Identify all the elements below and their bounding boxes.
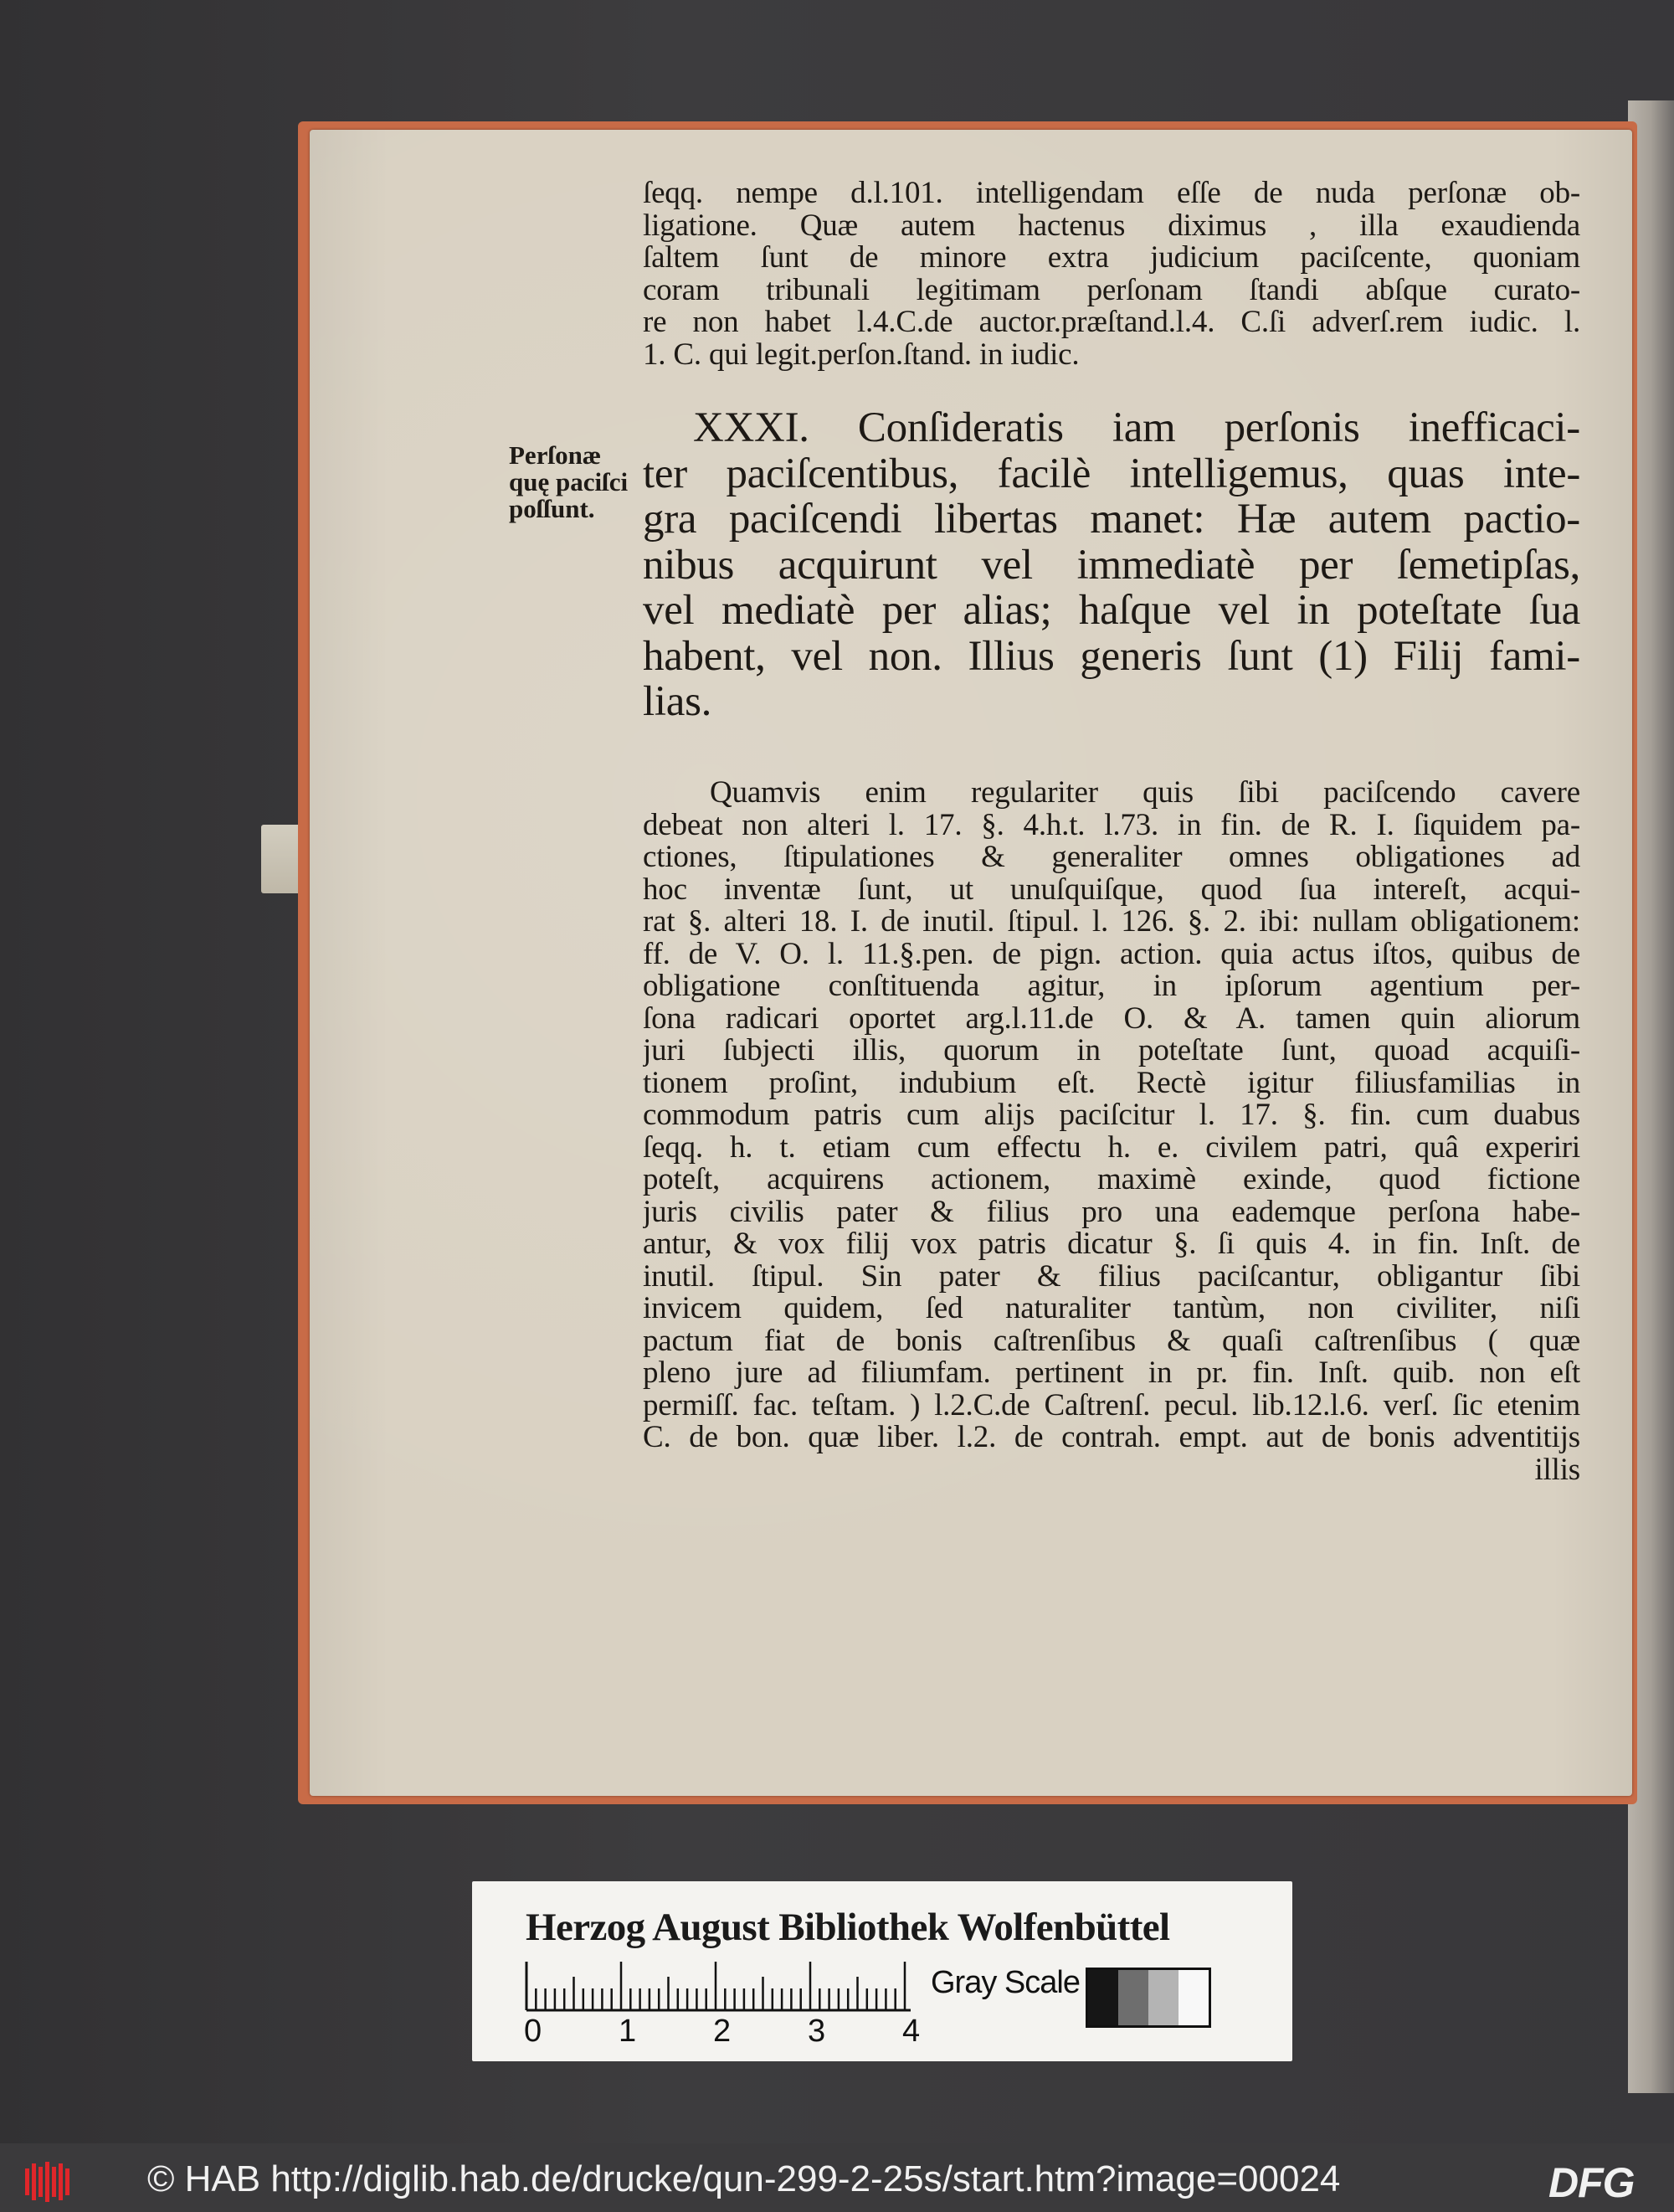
ruler-digit: 2 [713,2014,732,2049]
text-line: poteſt, acquirens actionem, maximè exinde, quod fictione [643,1164,1580,1196]
text-line: rat §. alteri 18. I. de inutil. ſtipul. l. 126. §. 2. ibi: nullam obligationem: [643,906,1580,939]
margin-note-line: Perſonæ [509,440,602,470]
text-line: pleno jure ad filiumfam. pertinent in pr. fin. Inſt. quib. non eſt [643,1357,1580,1390]
centimeter-ruler [524,1958,926,2052]
text-line: juri ſubjecti illis, quorum in poteſtate ſunt, quoad acquiſi- [643,1035,1580,1067]
text-line: ſona radicari oportet arg.l.11.de O. & A. tamen quin aliorum [643,1002,1580,1035]
text-line: ff. de V. O. l. 11.§.pen. de pign. action. quia actus iſtos, quibus de [643,938,1580,970]
paragraph-quamvis [643,777,1580,1486]
text-line: ſaltem ſunt de minore extra judicium paciſcente, quoniam [643,242,1580,275]
gray-swatch [1088,1970,1118,2025]
text-line: ligatione. Quæ autem hactenus diximus , illa exaudienda [643,209,1580,242]
ruler-digit: 3 [808,2014,826,2049]
text-line: re non habet l.4.C.de auctor.præſtand.l.4. C.ſi adverſ.rem iudic. l. [643,306,1580,339]
text-line: ter paciſcentibus, facilè intelligemus, quas inte- [643,450,1580,496]
text-line: habent, vel non. Illius generis ſunt (1) Filij fami- [643,633,1580,679]
paragraph-continuation [643,177,1580,371]
library-name: Herzog August Bibliothek Wolfenbüttel [526,1906,1170,1949]
hab-bars-logo [25,2162,75,2202]
text-line: ſeqq. h. t. etiam cum effectu h. e. civilem patri, quâ experiri [643,1131,1580,1164]
catchword: illis [1534,1453,1580,1486]
text-line: 1. C. qui legit.perſon.ſtand. in iudic. [643,338,1080,371]
ruler-digit: 0 [524,2014,542,2049]
library-color-card [472,1881,1292,2061]
text-line: invicem quidem, ſed naturaliter tantùm, non civiliter, niſi [643,1293,1580,1325]
margin-note-line: poſſunt. [509,494,595,523]
text-line: coram tribunali legitimam perſonam ſtandi abſque curato- [643,274,1580,306]
ruler-digit: 4 [902,2014,921,2049]
text-line: C. de bon. quæ liber. l.2. de contrah. empt. aut de bonis adventitijs [643,1422,1580,1454]
margin-note [509,442,643,522]
ruler-ticks [524,1958,926,2017]
ruler-digits [524,2014,926,2052]
text-line: inutil. ſtipul. Sin pater & filius paciſcantur, obligantur ſibi [643,1260,1580,1293]
text-line: commodum patris cum alijs paciſcitur l. 17. §. fin. cum duabus [643,1099,1580,1132]
gray-swatch [1178,1970,1209,2025]
text-line: tionem proſint, indubium eſt. Rectè igitur filiusfamilias in [643,1067,1580,1099]
text-line: permiſſ. fac. teſtam. ) l.2.C.de Caſtrenſ. pecul. lib.12.l.6. verſ. ſic etenim [643,1389,1580,1422]
gray-scale-label: Gray Scale [931,1965,1080,2000]
text-line: nibus acquirunt vel immediatè per ſemetipſas, [643,542,1580,588]
text-line: hoc inventæ ſunt, ut unuſquiſque, quod ſua intereſt, acqui- [643,873,1580,906]
dfg-logo: DFG [1548,2159,1635,2206]
section-xxxi [643,405,1580,725]
text-line: antur, & vox filij vox patris dicatur §. ſi quis 4. in fin. Inſt. de [643,1228,1580,1261]
text-line: pactum fiat de bonis caſtrenſibus & quaſi caſtrenſibus ( quæ [643,1325,1580,1357]
gray-swatch [1148,1970,1178,2025]
gray-swatch [1118,1970,1148,2025]
margin-note-line: quę paciſci [509,467,629,496]
ruler-digit: 1 [619,2014,637,2049]
text-line: XXXI. Conſideratis iam perſonis inefficaci- [693,405,1580,451]
text-line: Quamvis enim regulariter quis ſibi paciſcendo cavere [710,777,1580,810]
footer-bar [0,2143,1674,2212]
gray-scale-swatches [1086,1968,1211,2028]
text-line: obligatione conſtituenda agitur, in ipſorum agentium per- [643,970,1580,1003]
text-line: ſeqq. nempe d.l.101. intelligendam eſſe de nuda perſonæ ob- [643,177,1580,210]
text-line: debeat non alteri l. 17. §. 4.h.t. l.73. in fin. de R. I. ſiquidem pa- [643,809,1580,841]
text-line: juris civilis pater & filius pro una eademque perſona habe- [643,1196,1580,1228]
text-line: ctiones, ſtipulationes & generaliter omnes obligationes ad [643,841,1580,874]
text-line: lias. [643,679,712,725]
text-line: gra paciſcendi libertas manet: Hæ autem pactio- [643,496,1580,543]
text-line: vel mediatè per alias; haſque vel in poteſtate ſua [643,588,1580,634]
copyright-url[interactable]: © HAB http://diglib.hab.de/drucke/qun-299-2-25s/start.htm?image=00024 [147,2158,1341,2199]
